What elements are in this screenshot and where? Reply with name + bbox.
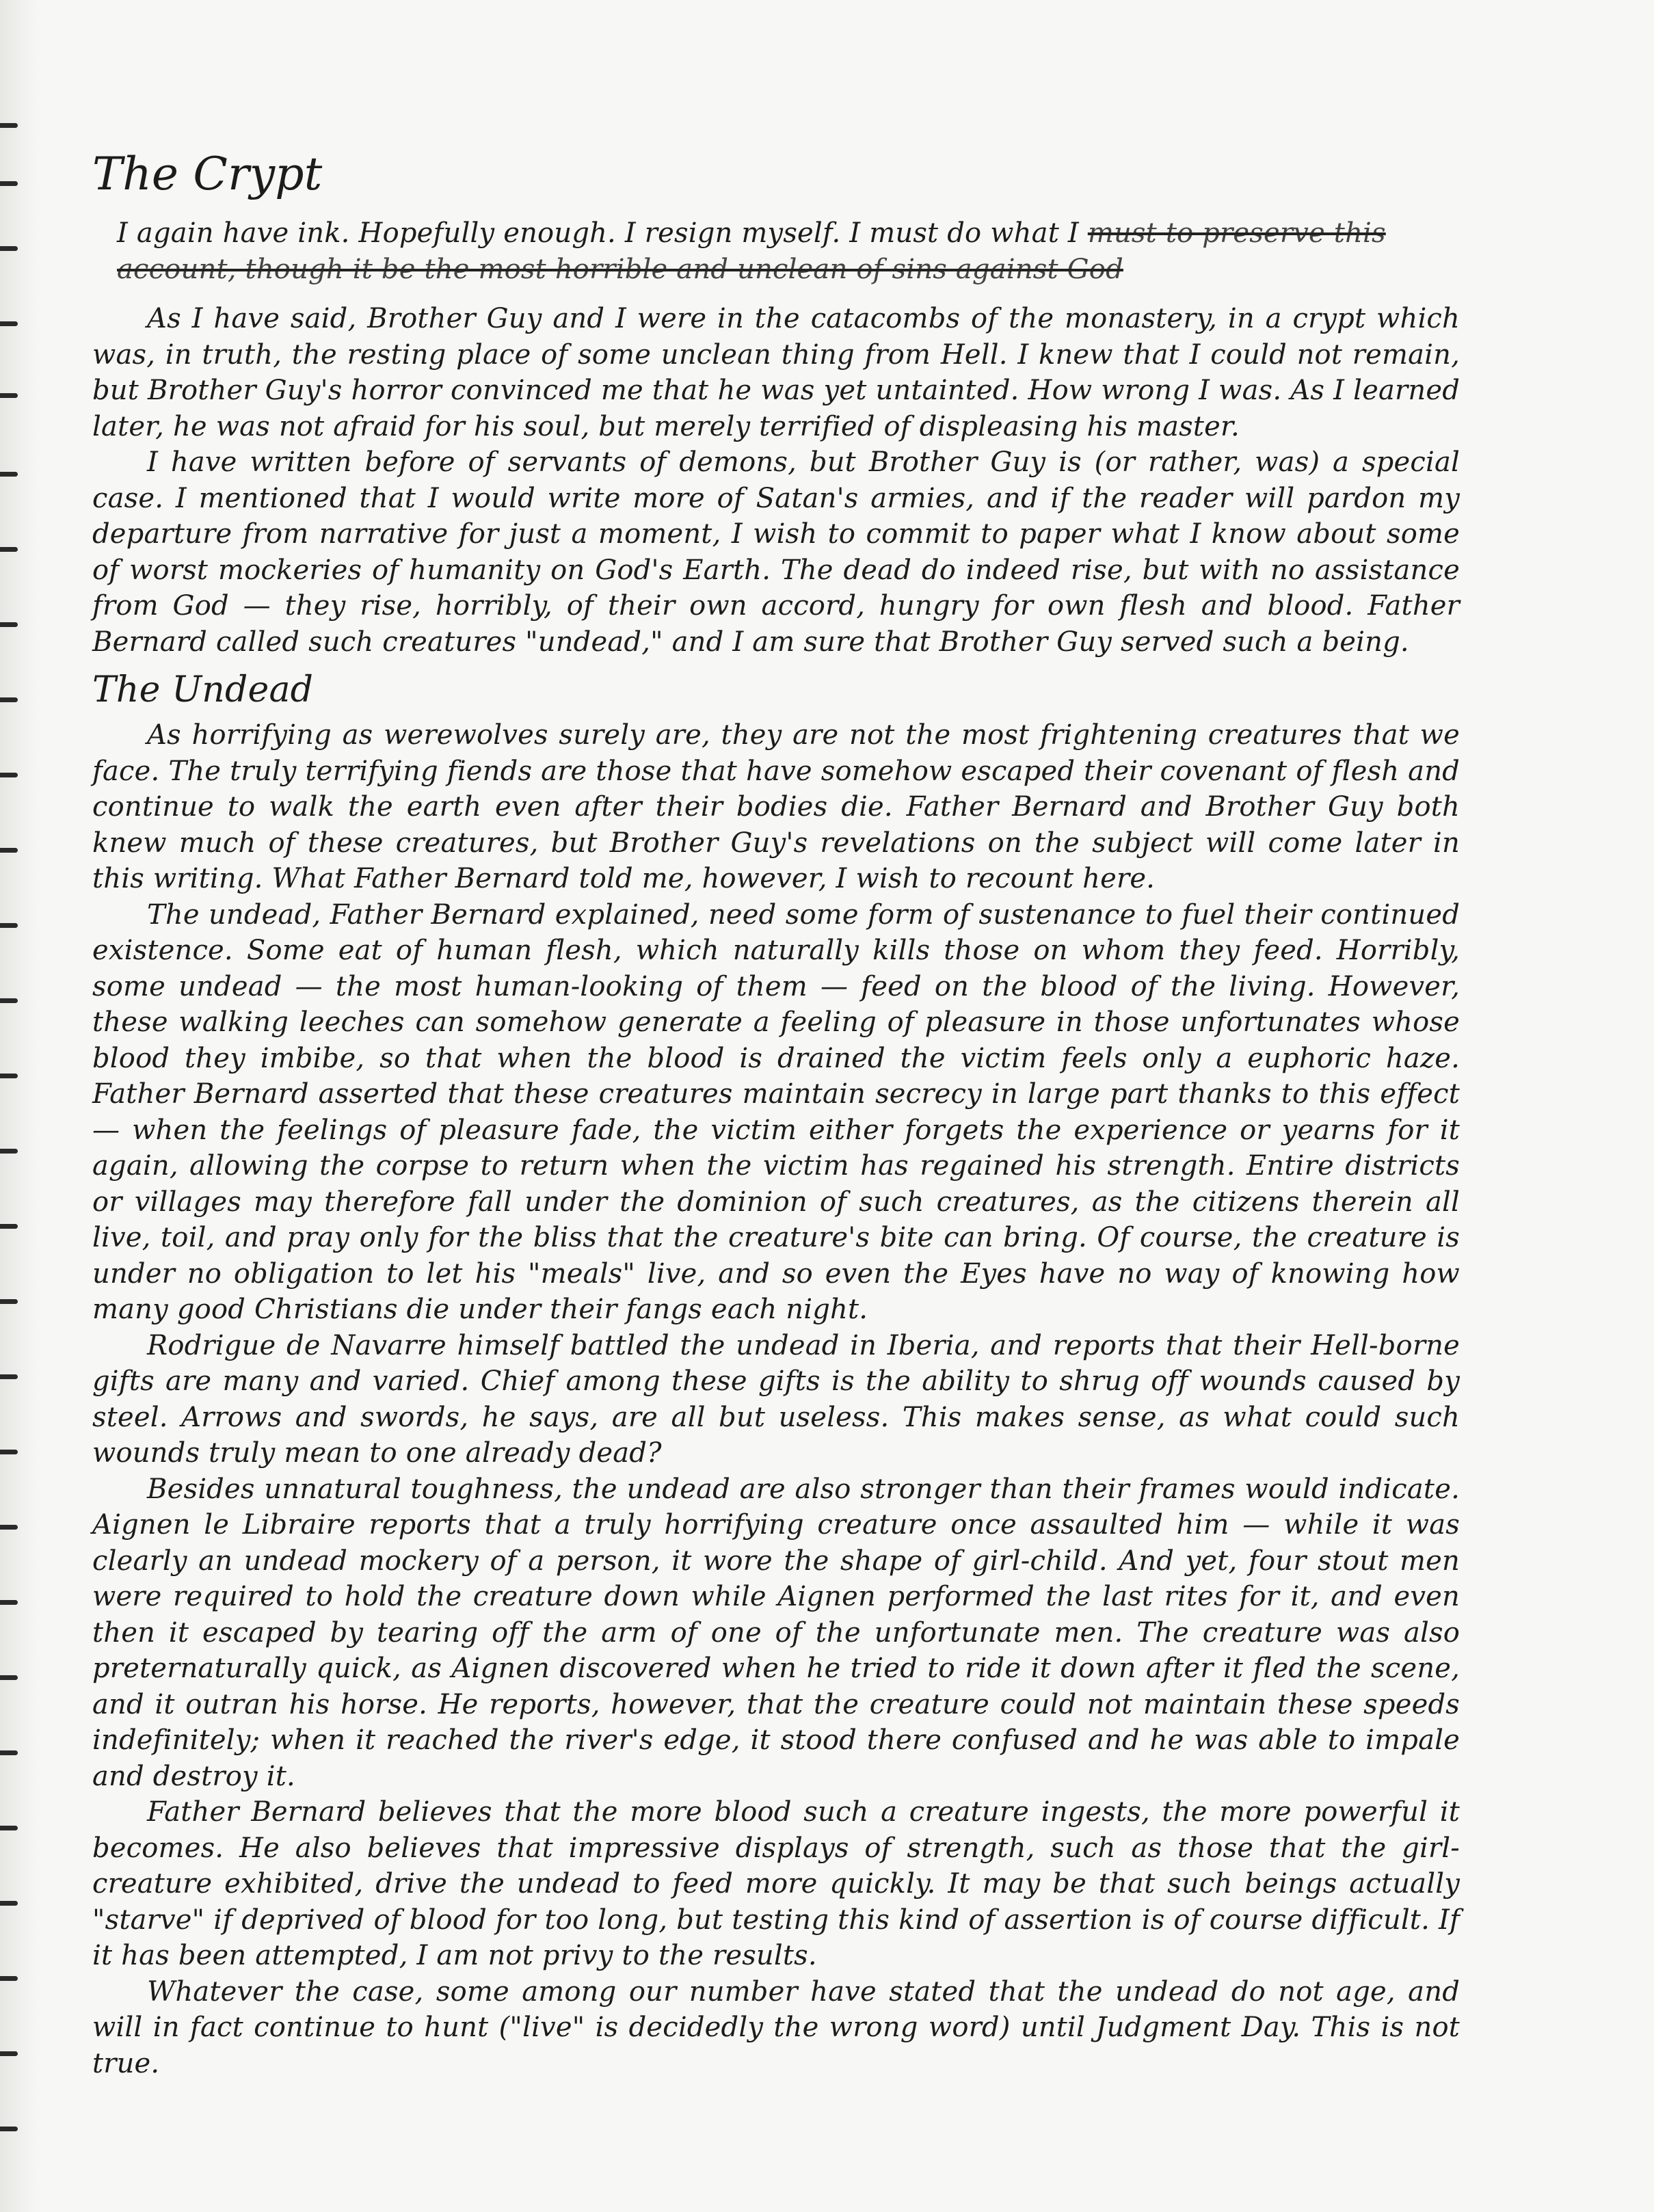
section-heading: The Undead	[92, 669, 314, 710]
page-binding-edge	[0, 0, 41, 2212]
undead-body	[92, 717, 1460, 2081]
margin-note	[117, 215, 1460, 287]
binding-mark	[0, 246, 18, 251]
binding-mark	[0, 1826, 18, 1830]
binding-mark	[0, 1224, 18, 1229]
binding-mark	[0, 2051, 18, 2056]
binding-mark	[0, 622, 18, 627]
paragraph: As horrifying as werewolves surely are, they are not the most frightening creatures that we face. The truly terrifying fiends are those that have somehow escaped their covenant of flesh and continue to walk the earth even after their bodies die. Father Bernard and Brother Guy both knew much of these creatures, but Brother Guy's revelations on the subject will come later in this writing. What Father Bernard told me, however, I wish to recount here.	[92, 719, 1460, 894]
binding-mark	[0, 923, 18, 928]
paragraph: I have written before of servants of demons, but Brother Guy is (or rather, was) a special case. I mentioned that I would write more of Satan's armies, and if the reader will pardon my departure from narrative for just a moment, I wish to commit to paper what I know about some of worst mockeries of humanity on God's Earth. The dead do indeed rise, but with no assistance from God — they rise, horribly, of their own accord, hungry for own flesh and blood. Father Bernard called such creatures "undead," and I am sure that Brother Guy served such a being.	[92, 447, 1460, 658]
page-title: The Crypt	[92, 148, 323, 200]
binding-mark	[0, 1299, 18, 1304]
binding-mark	[0, 773, 18, 777]
crypt-body	[92, 301, 1460, 660]
paragraph: The undead, Father Bernard explained, need some form of sustenance to fuel their continued existence. Some eat of human flesh, which naturally kills those on whom they feed. Horribly, some undead — the most human-looking of them — feed on the blood of the living. However, these walking leeches can somehow generate a feeling of pleasure in those unfortunates whose blood they imbibe, so that when the blood is drained the victim feels only a euphoric haze. Father Bernard asserted that these creatures maintain secrecy in large part thanks to this effect — when the feelings of pleasure fade, the victim either forgets the experience or yearns for it again, allowing the corpse to return when the victim has regained his strength. Entire districts or villages may therefore fall under the dominion of such creatures, as the citizens therein all live, toil, and pray only for the bliss that the creature's bite can bring. Of course, the creature is under no obligation to let his "meals" live, and so even the Eyes have no way of knowing how many good Christians die under their fangs each night.	[92, 898, 1460, 1325]
binding-mark	[0, 998, 18, 1003]
binding-mark	[0, 181, 18, 186]
binding-mark	[0, 1675, 18, 1680]
struck-through-text: must to preserve this account, though it be the most horrible and unclean of sins against God	[117, 217, 1386, 285]
binding-mark	[0, 1525, 18, 1530]
binding-mark	[0, 1374, 18, 1379]
binding-mark	[0, 472, 18, 477]
paragraph: Besides unnatural toughness, the undead are also stronger than their frames would indicate. Aignen le Libraire reports that a truly horrifying creature once assaulted him — while it was clearly an undead mockery of a person, it wore the shape of girl-child. And yet, four stout men were required to hold the creature down while Aignen performed the last rites for it, and even then it escaped by tearing off the arm of one of the unfortunate men. The creature was also preternaturally quick, as Aignen discovered when he tried to ride it down after it fled the scene, and it outran his horse. He reports, however, that the creature could not maintain these speeds indefinitely; when it reached the river's edge, it stood there confused and he was able to impale and destroy it.	[92, 1473, 1460, 1792]
note-text: I again have ink. Hopefully enough. I resign myself. I must do what I	[117, 217, 1079, 249]
binding-mark	[0, 321, 18, 326]
binding-mark	[0, 393, 18, 398]
paragraph: Whatever the case, some among our number have stated that the undead do not age, and will in fact continue to hunt ("live" is decidedly the wrong word) until Judgment Day. This is not true.	[92, 1975, 1460, 2079]
binding-mark	[0, 547, 18, 552]
paragraph: Rodrigue de Navarre himself battled the undead in Iberia, and reports that their Hell-borne gifts are many and varied. Chief among these gifts is the ability to shrug off wounds caused by steel. Arrows and swords, he says, are all but useless. This makes sense, as what could such wounds truly mean to one already dead?	[92, 1329, 1460, 1469]
page-content	[92, 147, 1460, 2081]
binding-mark	[0, 1750, 18, 1755]
binding-mark	[0, 2127, 18, 2131]
binding-mark	[0, 123, 18, 128]
binding-mark	[0, 1450, 18, 1454]
paragraph: As I have said, Brother Guy and I were in the catacombs of the monastery, in a crypt which was, in truth, the resting place of some unclean thing from Hell. I knew that I could not remain, but Brother Guy's horror convinced me that he was yet untainted. How wrong I was. As I learned later, he was not afraid for his soul, but merely terrified of displeasing his master.	[92, 303, 1460, 442]
binding-mark	[0, 1976, 18, 1981]
binding-mark	[0, 848, 18, 853]
binding-mark	[0, 1600, 18, 1605]
binding-mark	[0, 1901, 18, 1906]
binding-mark	[0, 697, 18, 702]
binding-mark	[0, 1149, 18, 1154]
paragraph: Father Bernard believes that the more blood such a creature ingests, the more powerful it becomes. He also believes that impressive displays of strength, such as those that the girl-creature exhibited, drive the undead to feed more quickly. It may be that such beings actually "starve" if deprived of blood for too long, but testing this kind of assertion is of course difficult. If it has been attempted, I am not privy to the results.	[92, 1796, 1460, 1971]
binding-mark	[0, 1074, 18, 1078]
